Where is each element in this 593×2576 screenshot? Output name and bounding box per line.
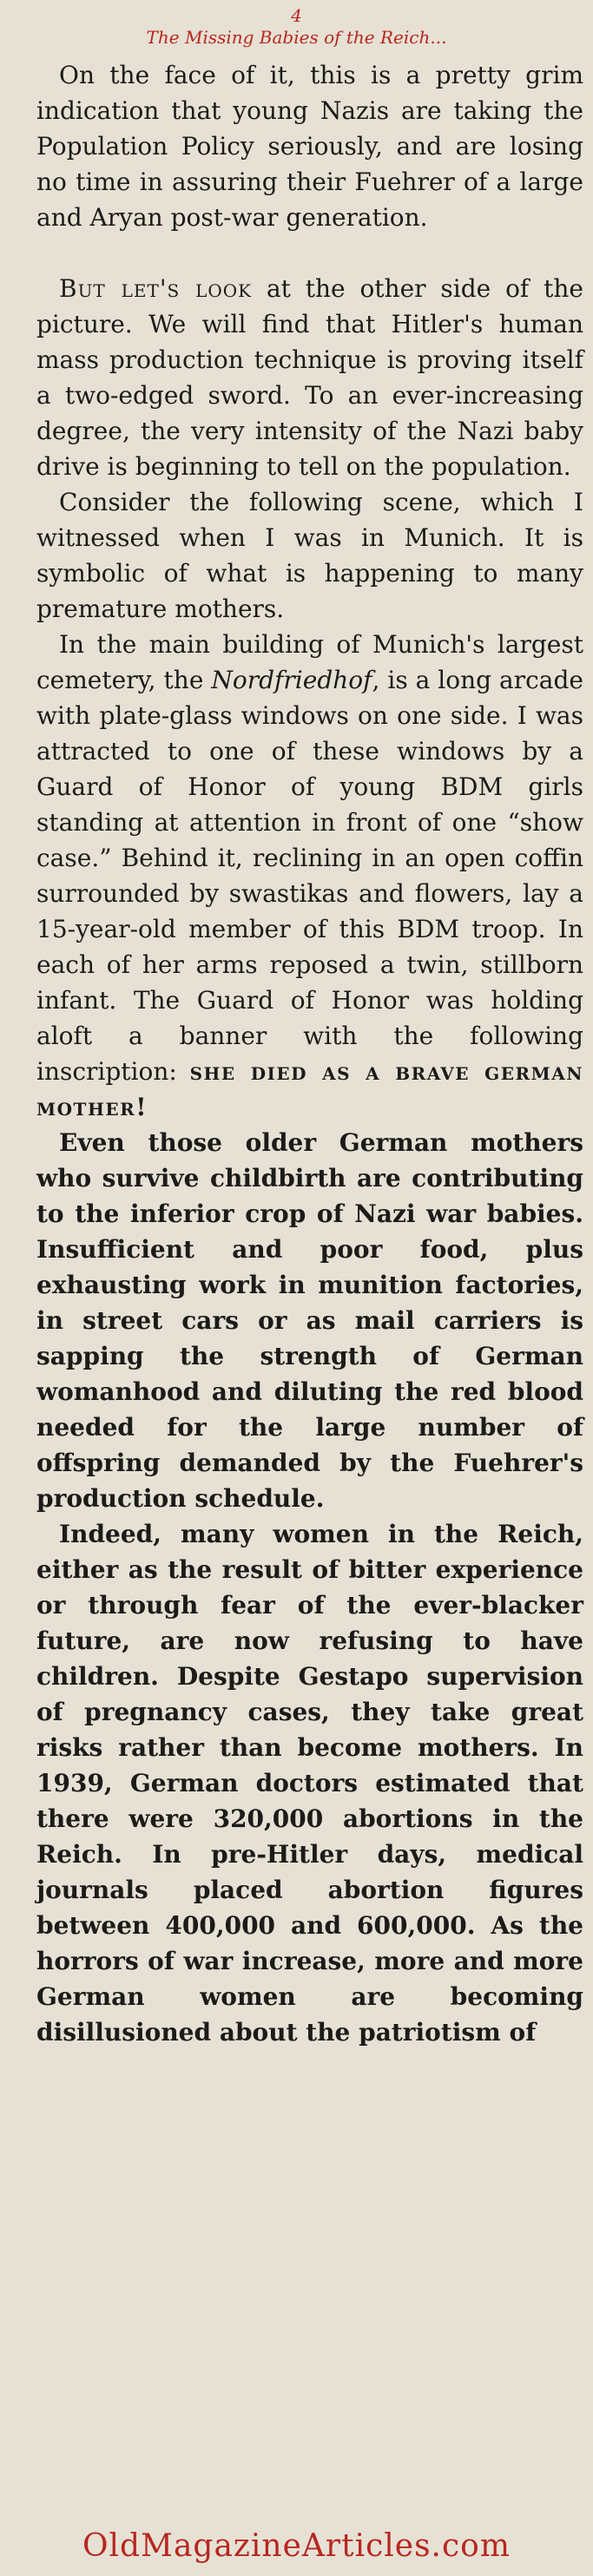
site-watermark: OldMagazineArticles.com <box>82 2528 511 2564</box>
paragraph-2 <box>36 271 583 484</box>
running-title: The Missing Babies of the Reich... <box>146 27 447 48</box>
paragraph-5: Even those older German mothers who survive childbirth are contributing to the inferior crop of Nazi war babies. Insufficient and poor food, plus exhausting work in munition factories, in street cars or as mail carriers is sapping the strength of German womanhood and diluting the red blood needed for the large number of offspring demanded by the Fuehrer's production schedule. <box>36 1128 583 1513</box>
banner-inscription: she died as a brave german mother! <box>36 1057 583 1121</box>
paragraph-1: On the face of it, this is a pretty grim indication that young Nazis are taking the Population Policy seriously, and are losing no time in assuring their Fuehrer of a large and Aryan post-war generation. <box>36 61 583 232</box>
cemetery-name: Nordfriedhof <box>211 666 372 694</box>
paragraph-2-text: at the other side of the picture. We will find that Hitler's human mass production technique is proving itself a two-edged sword. To an ever-increasing degree, the very intensity of the Nazi baby drive is beginning to tell on the population. <box>36 274 583 481</box>
page-header <box>0 5 593 49</box>
paragraph-2-lead: But let's look <box>59 274 253 303</box>
paragraph-4-text-a: In the main building of Munich's largest cemetery, the <box>36 630 583 694</box>
paragraph-3: Consider the following scene, which I witnessed when I was in Munich. It is symbolic of what is happening to many premature mothers. <box>36 488 583 623</box>
paragraph-4 <box>36 627 583 1125</box>
paragraph-4-text-b: , is a long arcade with plate-glass windows on one side. I was attracted to one of these windows by a Guard of Honor of young BDM girls standing at attention in front of one “show case.” Behind it, reclining in an open coffin surrounded by swastikas and flowers, lay a 15-year-old member of this BDM troop. In each of her arms reposed a twin, stillborn infant. The Guard of Honor was holding aloft a banner with the following inscription: <box>36 666 583 1086</box>
paragraph-6: Indeed, many women in the Reich, either as the result of bitter experience or through fear of the ever-blacker future, are now refusing to have children. Despite Gestapo supervision of pregnancy cases, they take great risks rather than become mothers. In 1939, German doctors estimated that there were 320,000 abortions in the Reich. In pre-Hitler days, medical journals placed abortion figures between 400,000 and 600,000. As the horrors of war increase, more and more German women are becoming disillusioned about the patriotism of <box>36 1520 583 2047</box>
page-number: 4 <box>291 5 302 26</box>
article-body <box>36 57 583 2050</box>
